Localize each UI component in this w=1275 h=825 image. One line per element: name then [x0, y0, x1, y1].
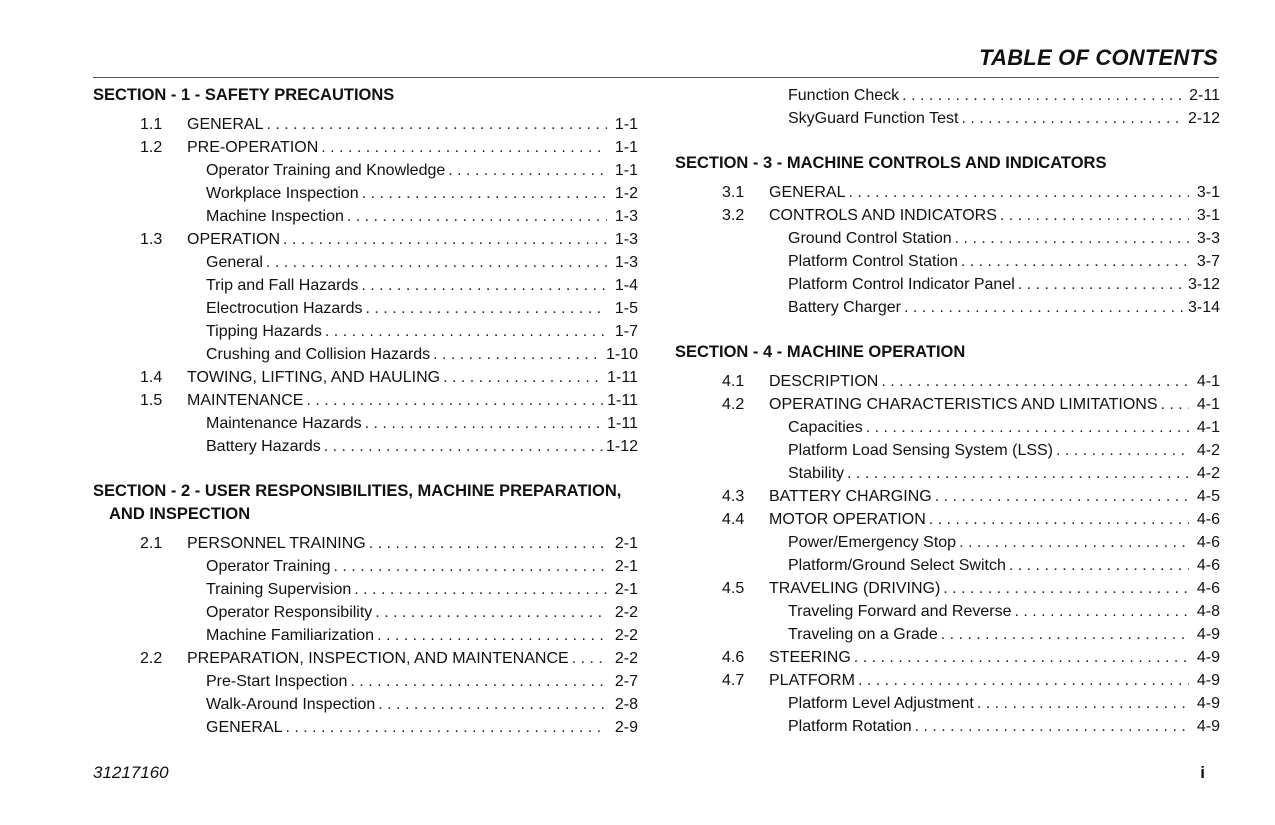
section-heading-line: SECTION - 2 - USER RESPONSIBILITIES, MACHINE PREPARATION,: [93, 482, 622, 500]
dot-leader: [961, 250, 1189, 273]
entry-label: PLATFORM: [769, 669, 858, 692]
entry-line: [788, 531, 1220, 554]
entry-label: Power/Emergency Stop: [788, 531, 959, 554]
dot-leader: [1160, 393, 1189, 416]
entry-page: 1-11: [607, 369, 638, 386]
entry-line: [187, 113, 638, 136]
entry-page: 1-1: [614, 162, 638, 179]
dot-leader: [321, 136, 607, 159]
entry-line: [788, 715, 1220, 738]
entry-page: 4-9: [1196, 626, 1220, 643]
entry-page: 1-3: [614, 231, 638, 248]
entry-line: [788, 84, 1220, 107]
toc-subentry[interactable]: [675, 692, 1220, 715]
entry-number: 3.1: [722, 184, 745, 201]
toc-subentry[interactable]: [675, 84, 1220, 107]
toc-subentry[interactable]: [93, 297, 638, 320]
dot-leader: [375, 601, 607, 624]
entry-label: Platform Control Station: [788, 250, 961, 273]
entry-page: 2-2: [614, 627, 638, 644]
section-heading: [93, 84, 638, 107]
entry-line: [206, 578, 638, 601]
toc-subentry[interactable]: [675, 623, 1220, 646]
entry-label: PRE-OPERATION: [187, 136, 321, 159]
dot-leader: [902, 84, 1186, 107]
entry-page: 1-3: [614, 254, 638, 271]
entry-number: 1.5: [140, 392, 163, 409]
entry-line: [769, 181, 1220, 204]
toc-subentry[interactable]: [675, 227, 1220, 250]
entry-page: 1-10: [605, 346, 638, 363]
entry-label: Workplace Inspection: [206, 182, 362, 205]
toc-entry-list: [675, 370, 1220, 738]
entry-page: 1-11: [607, 392, 638, 409]
entry-label: MAINTENANCE: [187, 389, 306, 412]
entry-label: Platform Rotation: [788, 715, 915, 738]
dot-leader: [1000, 204, 1189, 227]
entry-page: 4-1: [1196, 396, 1220, 413]
toc-entry[interactable]: [675, 577, 1220, 600]
entry-line: [206, 205, 638, 228]
dot-leader: [347, 205, 607, 228]
entry-page: 1-1: [614, 139, 638, 156]
entry-page: 4-9: [1196, 718, 1220, 735]
entry-line: [769, 485, 1220, 508]
toc-entry[interactable]: [675, 508, 1220, 531]
entry-line: [788, 692, 1220, 715]
toc-subentry[interactable]: [93, 693, 638, 716]
dot-leader: [362, 182, 607, 205]
entry-page: 2-12: [1187, 110, 1220, 127]
entry-line: [788, 416, 1220, 439]
toc-entry[interactable]: [675, 669, 1220, 692]
entry-label: PERSONNEL TRAINING: [187, 532, 369, 555]
section-heading-line: SECTION - 1 - SAFETY PRECAUTIONS: [93, 86, 395, 104]
toc-entry-list: [675, 84, 1220, 130]
entry-page: 4-9: [1196, 672, 1220, 689]
dot-leader: [881, 370, 1189, 393]
entry-page: 1-1: [614, 116, 638, 133]
toc-entry[interactable]: [93, 228, 638, 251]
entry-number: 4.6: [722, 649, 745, 666]
toc-entry[interactable]: [93, 389, 638, 412]
entry-label: Operator Training: [206, 555, 334, 578]
toc-subentry[interactable]: [675, 107, 1220, 130]
entry-line: [206, 716, 638, 739]
entry-line: [788, 554, 1220, 577]
entry-label: GENERAL: [187, 113, 266, 136]
entry-line: [769, 669, 1220, 692]
entry-page: 2-9: [614, 719, 638, 736]
entry-line: [206, 601, 638, 624]
toc-subentry[interactable]: [675, 600, 1220, 623]
toc-section: [93, 480, 638, 739]
entry-label: Platform Control Indicator Panel: [788, 273, 1018, 296]
entry-label: GENERAL: [206, 716, 285, 739]
entry-page: 1-7: [614, 323, 638, 340]
section-spacer: [93, 458, 638, 480]
toc-subentry[interactable]: [675, 296, 1220, 319]
dot-leader: [935, 485, 1189, 508]
entry-page: 2-1: [614, 558, 638, 575]
toc-subentry[interactable]: [675, 439, 1220, 462]
entry-line: [206, 274, 638, 297]
entry-page: 1-5: [614, 300, 638, 317]
entry-label: Battery Hazards: [206, 435, 324, 458]
entry-page: 3-1: [1196, 184, 1220, 201]
entry-label: Walk-Around Inspection: [206, 693, 378, 716]
toc-subentry[interactable]: [675, 462, 1220, 485]
entry-label: Platform Load Sensing System (LSS): [788, 439, 1056, 462]
toc-subentry[interactable]: [675, 554, 1220, 577]
entry-page: 2-2: [614, 650, 638, 667]
entry-number: 2.1: [140, 535, 163, 552]
entry-line: [788, 439, 1220, 462]
dot-leader: [929, 508, 1189, 531]
toc-subentry[interactable]: [93, 578, 638, 601]
dot-leader: [866, 416, 1189, 439]
entry-page: 3-3: [1196, 230, 1220, 247]
entry-line: [206, 435, 638, 458]
toc-entry[interactable]: [93, 113, 638, 136]
entry-number: 1.4: [140, 369, 163, 386]
dot-leader: [1009, 554, 1189, 577]
toc-column-right: [675, 84, 1220, 738]
toc-entry[interactable]: [93, 532, 638, 555]
dot-leader: [366, 297, 607, 320]
dot-leader: [961, 107, 1185, 130]
dot-leader: [283, 228, 607, 251]
dot-leader: [350, 670, 607, 693]
toc-subentry[interactable]: [93, 555, 638, 578]
entry-line: [206, 182, 638, 205]
entry-line: [206, 693, 638, 716]
dot-leader: [324, 435, 603, 458]
toc-section: [675, 152, 1220, 319]
toc-subentry[interactable]: [93, 182, 638, 205]
dot-leader: [361, 274, 607, 297]
dot-leader: [266, 251, 607, 274]
toc-section: [675, 84, 1220, 130]
dot-leader: [915, 715, 1189, 738]
entry-line: [206, 343, 638, 366]
entry-line: [206, 297, 638, 320]
entry-page: 1-4: [614, 277, 638, 294]
dot-leader: [443, 366, 604, 389]
entry-page: 3-12: [1187, 276, 1220, 293]
dot-leader: [334, 555, 607, 578]
entry-page: 4-2: [1196, 442, 1220, 459]
entry-line: [769, 646, 1220, 669]
entry-label: Function Check: [788, 84, 902, 107]
entry-line: [206, 412, 638, 435]
dot-leader: [1015, 600, 1190, 623]
entry-label: Pre-Start Inspection: [206, 670, 350, 693]
entry-label: Traveling Forward and Reverse: [788, 600, 1015, 623]
dot-leader: [858, 669, 1189, 692]
entry-line: [769, 204, 1220, 227]
entry-line: [206, 251, 638, 274]
toc-subentry[interactable]: [93, 435, 638, 458]
toc-subentry[interactable]: [93, 601, 638, 624]
dot-leader: [377, 624, 607, 647]
entry-page: 1-11: [607, 415, 638, 432]
entry-page: 2-2: [614, 604, 638, 621]
dot-leader: [285, 716, 607, 739]
section-spacer: [675, 130, 1220, 152]
entry-label: Traveling on a Grade: [788, 623, 941, 646]
entry-label: General: [206, 251, 266, 274]
entry-line: [769, 577, 1220, 600]
dot-leader: [943, 577, 1189, 600]
toc-entry[interactable]: [675, 181, 1220, 204]
entry-line: [187, 389, 638, 412]
section-heading-line: SECTION - 3 - MACHINE CONTROLS AND INDICATORS: [675, 154, 1107, 172]
toc-entry[interactable]: [93, 647, 638, 670]
toc-subentry[interactable]: [93, 205, 638, 228]
document-number: 31217160: [93, 763, 169, 782]
entry-label: BATTERY CHARGING: [769, 485, 935, 508]
entry-label: Training Supervision: [206, 578, 354, 601]
entry-page: 3-1: [1196, 207, 1220, 224]
toc-entry[interactable]: [675, 646, 1220, 669]
dot-leader: [354, 578, 607, 601]
dot-leader: [365, 412, 605, 435]
entry-label: PREPARATION, INSPECTION, AND MAINTENANCE: [187, 647, 572, 670]
toc-entry[interactable]: [675, 204, 1220, 227]
entry-page: 4-5: [1196, 488, 1220, 505]
entry-label: Platform/Ground Select Switch: [788, 554, 1009, 577]
entry-page: 1-2: [614, 185, 638, 202]
dot-leader: [959, 531, 1189, 554]
entry-label: Stability: [788, 462, 847, 485]
entry-page: 1-12: [605, 438, 638, 455]
entry-number: 1.3: [140, 231, 163, 248]
page-number: i: [1200, 763, 1205, 782]
entry-page: 2-8: [614, 696, 638, 713]
entry-page: 2-1: [614, 535, 638, 552]
toc-subentry[interactable]: [675, 416, 1220, 439]
entry-line: [788, 107, 1220, 130]
dot-leader: [306, 389, 604, 412]
dot-leader: [266, 113, 607, 136]
entry-line: [206, 624, 638, 647]
entry-line: [187, 532, 638, 555]
entry-page: 4-6: [1196, 534, 1220, 551]
entry-page: 4-6: [1196, 580, 1220, 597]
entry-line: [788, 600, 1220, 623]
entry-number: 2.2: [140, 650, 163, 667]
entry-line: [788, 296, 1220, 319]
entry-page: 4-6: [1196, 511, 1220, 528]
toc-subentry[interactable]: [675, 715, 1220, 738]
toc-entry[interactable]: [675, 370, 1220, 393]
entry-label: Tipping Hazards: [206, 320, 325, 343]
toc-section: [93, 84, 638, 458]
entry-label: STEERING: [769, 646, 854, 669]
entry-page: 2-1: [614, 581, 638, 598]
entry-line: [788, 250, 1220, 273]
dot-leader: [1018, 273, 1185, 296]
entry-line: [769, 370, 1220, 393]
entry-line: [206, 320, 638, 343]
entry-label: TRAVELING (DRIVING): [769, 577, 943, 600]
entry-label: CONTROLS AND INDICATORS: [769, 204, 1000, 227]
section-heading-line: AND INSPECTION: [109, 505, 251, 523]
toc-entry-list: [675, 181, 1220, 319]
dot-leader: [955, 227, 1189, 250]
entry-number: 4.1: [722, 373, 745, 390]
toc-subentry[interactable]: [93, 343, 638, 366]
entry-number: 4.5: [722, 580, 745, 597]
toc-subentry[interactable]: [93, 716, 638, 739]
entry-label: Maintenance Hazards: [206, 412, 365, 435]
entry-label: Trip and Fall Hazards: [206, 274, 361, 297]
toc-subentry[interactable]: [93, 320, 638, 343]
toc-subentry[interactable]: [93, 670, 638, 693]
dot-leader: [1056, 439, 1189, 462]
entry-label: Battery Charger: [788, 296, 904, 319]
entry-label: SkyGuard Function Test: [788, 107, 961, 130]
header-rule: [93, 77, 1219, 78]
entry-page: 4-2: [1196, 465, 1220, 482]
dot-leader: [977, 692, 1189, 715]
toc-subentry[interactable]: [93, 624, 638, 647]
entry-number: 4.3: [722, 488, 745, 505]
entry-number: 1.2: [140, 139, 163, 156]
dot-leader: [433, 343, 603, 366]
entry-line: [769, 393, 1220, 416]
toc-entry[interactable]: [93, 136, 638, 159]
entry-label: MOTOR OPERATION: [769, 508, 929, 531]
toc-subentry[interactable]: [93, 274, 638, 297]
dot-leader: [378, 693, 607, 716]
entry-line: [206, 159, 638, 182]
section-spacer: [675, 319, 1220, 341]
dot-leader: [848, 181, 1189, 204]
section-heading: [93, 480, 638, 526]
toc-section: [675, 341, 1220, 738]
entry-number: 1.1: [140, 116, 163, 133]
entry-page: 4-8: [1196, 603, 1220, 620]
entry-label: OPERATING CHARACTERISTICS AND LIMITATIONS: [769, 393, 1160, 416]
toc-column-left: [93, 84, 638, 739]
entry-label: Ground Control Station: [788, 227, 955, 250]
entry-line: [206, 670, 638, 693]
entry-page: 4-9: [1196, 649, 1220, 666]
toc-subentry[interactable]: [675, 250, 1220, 273]
entry-page: 2-11: [1189, 87, 1220, 104]
entry-page: 4-1: [1196, 419, 1220, 436]
entry-line: [788, 273, 1220, 296]
toc-subentry[interactable]: [93, 251, 638, 274]
toc-subentry[interactable]: [93, 412, 638, 435]
entry-number: 4.7: [722, 672, 745, 689]
entry-label: Electrocution Hazards: [206, 297, 366, 320]
entry-label: Machine Familiarization: [206, 624, 377, 647]
dot-leader: [369, 532, 607, 555]
entry-label: Operator Training and Knowledge: [206, 159, 448, 182]
entry-page: 1-3: [614, 208, 638, 225]
toc-entry[interactable]: [675, 393, 1220, 416]
entry-label: Crushing and Collision Hazards: [206, 343, 433, 366]
entry-line: [788, 462, 1220, 485]
section-heading: [675, 152, 1220, 175]
entry-page: 4-9: [1196, 695, 1220, 712]
section-heading: [675, 341, 1220, 364]
entry-number: 4.2: [722, 396, 745, 413]
entry-line: [187, 228, 638, 251]
entry-label: OPERATION: [187, 228, 283, 251]
entry-line: [206, 555, 638, 578]
entry-line: [769, 508, 1220, 531]
entry-number: 3.2: [722, 207, 745, 224]
entry-page: 2-7: [614, 673, 638, 690]
toc-subentry[interactable]: [93, 159, 638, 182]
dot-leader: [572, 647, 607, 670]
entry-label: GENERAL: [769, 181, 848, 204]
entry-label: DESCRIPTION: [769, 370, 881, 393]
toc-entry[interactable]: [675, 485, 1220, 508]
page-title: TABLE OF CONTENTS: [979, 45, 1218, 70]
entry-label: Capacities: [788, 416, 866, 439]
entry-label: TOWING, LIFTING, AND HAULING: [187, 366, 443, 389]
dot-leader: [904, 296, 1185, 319]
toc-entry-list: [93, 532, 638, 739]
dot-leader: [941, 623, 1189, 646]
entry-label: Operator Responsibility: [206, 601, 375, 624]
toc-subentry[interactable]: [675, 273, 1220, 296]
toc-subentry[interactable]: [675, 531, 1220, 554]
dot-leader: [854, 646, 1189, 669]
entry-page: 4-6: [1196, 557, 1220, 574]
toc-entry[interactable]: [93, 366, 638, 389]
dot-leader: [847, 462, 1189, 485]
entry-number: 4.4: [722, 511, 745, 528]
entry-line: [187, 647, 638, 670]
entry-line: [187, 136, 638, 159]
section-heading-line: SECTION - 4 - MACHINE OPERATION: [675, 343, 966, 361]
dot-leader: [448, 159, 607, 182]
dot-leader: [325, 320, 607, 343]
entry-page: 4-1: [1196, 373, 1220, 390]
entry-line: [788, 227, 1220, 250]
entry-label: Machine Inspection: [206, 205, 347, 228]
entry-label: Platform Level Adjustment: [788, 692, 977, 715]
entry-line: [788, 623, 1220, 646]
entry-line: [187, 366, 638, 389]
toc-entry-list: [93, 113, 638, 458]
entry-page: 3-14: [1187, 299, 1220, 316]
entry-page: 3-7: [1196, 253, 1220, 270]
